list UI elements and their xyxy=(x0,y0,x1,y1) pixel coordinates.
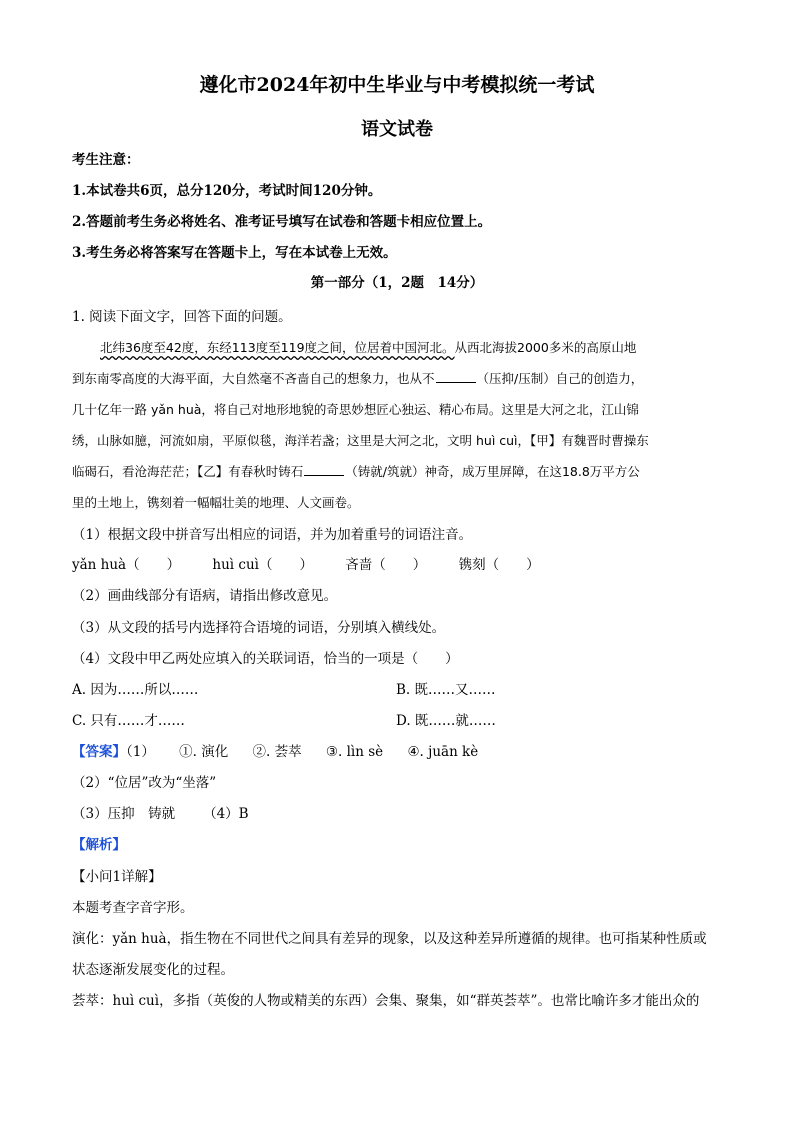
passage-text: 从西北海拔2000多米的高原山地 xyxy=(454,340,637,355)
passage-line: 几十亿年一路 yǎn huà，将自己对地形地貌的奇思妙想匠心独运、精心布局。这里是大河之北，江山锦 xyxy=(72,402,639,417)
answer-item: ①. 演化 xyxy=(179,744,229,760)
analysis-text: 状态逐渐发展变化的过程。 xyxy=(72,962,234,978)
answer-part3-4 xyxy=(72,804,249,824)
answer-line xyxy=(72,742,478,762)
passage-line: 里的土地上，镌刻着一幅幅壮美的地理、人文画卷。 xyxy=(72,495,360,510)
exam-title: 遵化市2024年初中生毕业与中考模拟统一考试 xyxy=(199,74,595,96)
option-c: C. 只有……才…… xyxy=(72,713,185,729)
option-row xyxy=(72,711,185,731)
passage-text: 临碣石，看沧海茫茫；【乙】有春秋时铸石 xyxy=(72,464,304,479)
answer-part4: （4）B xyxy=(203,806,249,822)
option-b: B. 既……又…… xyxy=(396,682,496,698)
passage-text: （铸就/筑就）神奇，成万里屏障，在这18.8万平方公 xyxy=(345,464,640,479)
subquestion-4: （4）文段中甲乙两处应填入的关联词语，恰当的一项是（ ） xyxy=(72,651,459,667)
passage-line: 绣，山脉如臆，河流如扇，平原似毯，海洋若盏；这里是大河之北，文明 huì cuì，【甲】有魏晋时曹操东 xyxy=(72,433,649,448)
fill-blank xyxy=(436,370,476,383)
pinyin-item: yǎn huà（ ） xyxy=(72,557,181,573)
notice-label: 考生注意： xyxy=(72,152,140,168)
analysis-sub-label: 【小问1详解】 xyxy=(72,869,162,885)
notice-item: 2.答题前考生务必将姓名、准考证号填写在试卷和答题卡相应位置上。 xyxy=(72,214,492,230)
fill-blank xyxy=(304,463,344,476)
subquestion-2: （2）画曲线部分有语病，请指出修改意见。 xyxy=(72,588,338,604)
subquestion-3: （3）从文段的括号内选择符合语境的词语，分别填入横线处。 xyxy=(72,620,446,636)
passage-line xyxy=(72,462,640,482)
question-stem: 1. 阅读下面文字，回答下面的问题。 xyxy=(72,309,292,325)
pinyin-item: 镌刻（ ） xyxy=(458,557,540,573)
pinyin-item: huì cuì（ ） xyxy=(212,557,313,573)
wavy-underlined-sentence: 北纬36度至42度，东经113度至119度之间，位居着中国河北。 xyxy=(100,340,455,355)
passage-line xyxy=(72,369,643,389)
pinyin-item: 吝啬（ ） xyxy=(345,557,427,573)
exam-subtitle: 语文试卷 xyxy=(361,119,433,140)
answer-item: ④. juān kè xyxy=(407,744,479,760)
pinyin-row xyxy=(72,555,540,575)
section-heading: 第一部分（1，2题 14分） xyxy=(310,275,484,291)
analysis-intro: 本题考查字音字形。 xyxy=(72,900,194,916)
subquestion-1: （1）根据文段中拼音写出相应的词语，并为加着重号的词语注音。 xyxy=(72,527,473,543)
answer-label: 【答案】 xyxy=(72,744,126,760)
notice-item: 1.本试卷共6页，总分120分，考试时间120分钟。 xyxy=(72,183,382,199)
answer-part1-prefix: （1） xyxy=(126,744,155,760)
analysis-label: 【解析】 xyxy=(72,837,126,853)
answer-item: ③. lìn sè xyxy=(325,744,384,760)
passage-text: 到东南零高度的大海平面，大自然毫不吝啬自己的想象力，也从不 xyxy=(72,371,435,386)
answer-part2: （2）“位居”改为“坐落” xyxy=(72,775,217,791)
passage-text: （压抑/压制）自己的创造力， xyxy=(476,371,644,386)
notice-item: 3.考生务必将答案写在答题卡上，写在本试卷上无效。 xyxy=(72,245,397,261)
option-d: D. 既……就…… xyxy=(396,713,496,729)
analysis-text: 荟萃：huì cuì，多指（英俊的人物或精美的东西）会集、聚集，如“群英荟萃”。也常比喻许多才能出众的 xyxy=(72,993,700,1009)
passage-line xyxy=(100,338,636,358)
option-row xyxy=(72,680,198,700)
option-a: A. 因为……所以…… xyxy=(72,682,199,698)
analysis-text: 演化：yǎn huà，指生物在不同世代之间具有差异的现象，以及这种差异所遵循的规律。也可指某种性质或 xyxy=(72,931,707,947)
answer-item: ②. 荟萃 xyxy=(252,744,302,760)
answer-part3: （3）压抑 铸就 xyxy=(72,806,176,822)
